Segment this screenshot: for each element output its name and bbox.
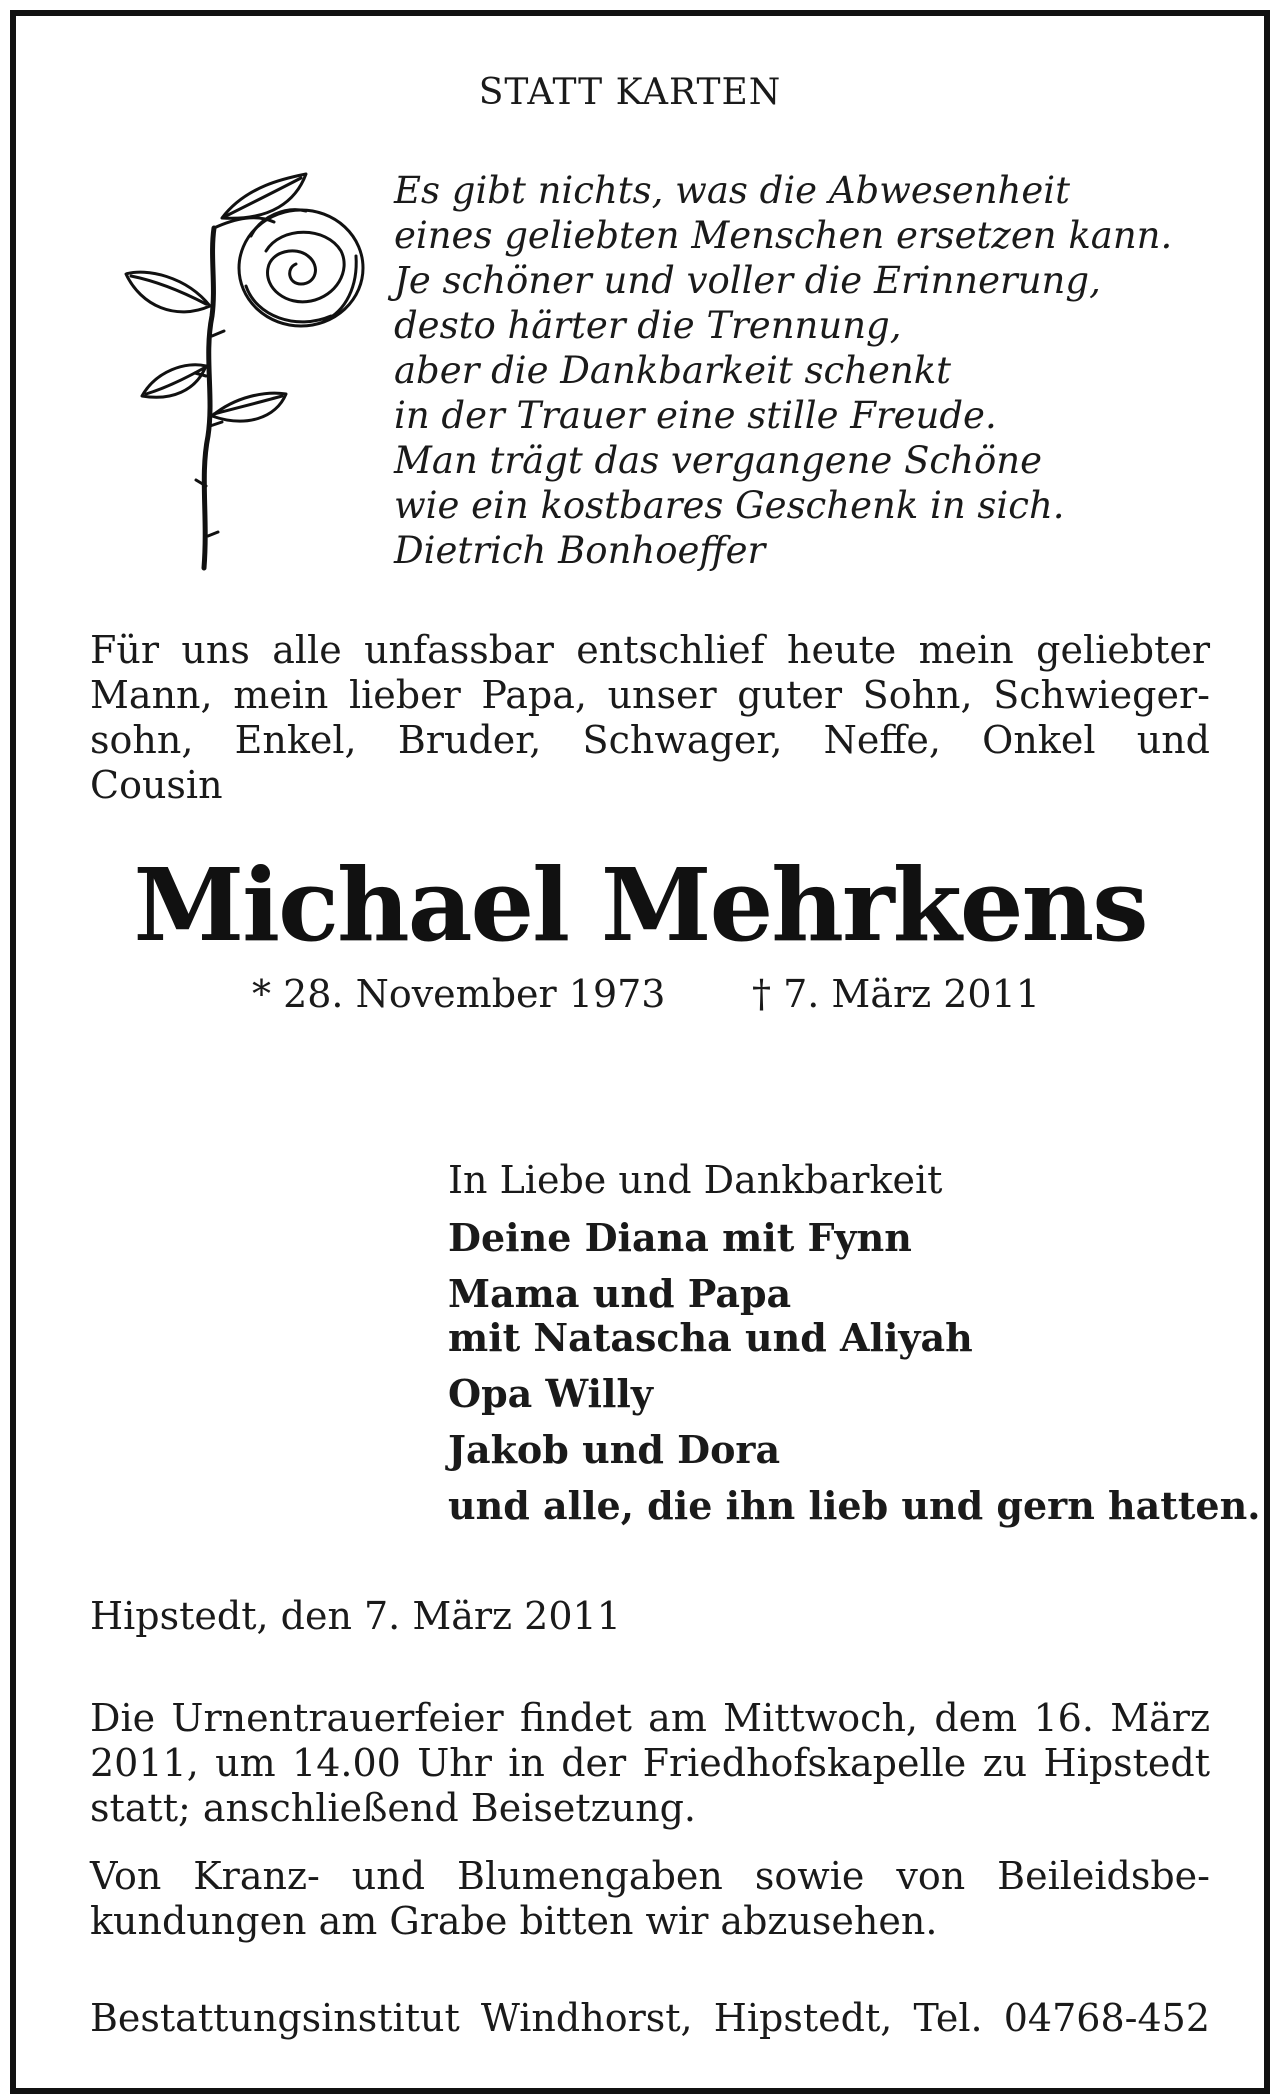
family-line: Mama und Papa: [448, 1271, 792, 1316]
family-group: [448, 1216, 1228, 1260]
ceremony-line: statt; anschließend Beisetzung.: [90, 1786, 696, 1830]
family-lead: In Liebe und Dankbarkeit: [448, 1158, 943, 1202]
family-line: Jakob und Dora: [448, 1427, 781, 1472]
quote-line: aber die Dankbarkeit schenkt: [394, 349, 952, 392]
place-date: Hipstedt, den 7. März 2011: [90, 1594, 621, 1638]
bonhoeffer-quote: [394, 168, 1214, 573]
intro-line: sohn, Enkel, Bruder, Schwager, Neffe, Onkel und: [90, 718, 1210, 762]
quote-line: wie ein kostbares Geschenk in sich.: [394, 484, 1065, 527]
family-line: mit Natascha und Aliyah: [448, 1315, 973, 1360]
death-date: † 7. März 2011: [752, 972, 1040, 1016]
quote-line: in der Trauer eine stille Freude.: [394, 394, 997, 437]
intro-text: [90, 628, 1210, 808]
quote-line: Je schöner und voller die Erinnerung,: [394, 259, 1101, 302]
quote-line: desto härter die Trennung,: [394, 304, 902, 347]
header-statt-karten: STATT KARTEN: [478, 72, 782, 113]
family-line: Opa Willy: [448, 1371, 653, 1416]
ceremony-info: [90, 1696, 1210, 1831]
intro-line: Für uns alle unfassbar entschlief heute mein geliebter: [90, 628, 1210, 672]
family-group: [448, 1483, 1261, 1528]
rose-illustration: [96, 156, 376, 576]
family-line: Deine Diana mit Fynn: [448, 1215, 912, 1260]
wreath-line: kundungen am Grabe bitten wir abzusehen.: [90, 1899, 938, 1943]
quote-line: Es gibt nichts, was die Abwesenheit: [394, 169, 1070, 212]
ceremony-line: 2011, um 14.00 Uhr in der Friedhofskapelle zu Hipstedt: [90, 1741, 1210, 1785]
family-group: [448, 1272, 1228, 1360]
intro-line: Mann, mein lieber Papa, unser guter Sohn, Schwieger-: [90, 673, 1210, 717]
birth-date: * 28. November 1973: [252, 972, 666, 1016]
wreath-note: [90, 1854, 1210, 1944]
family-line: und alle, die ihn lieb und gern hatten.: [448, 1483, 1261, 1528]
ceremony-line: Die Urnentrauerfeier findet am Mittwoch, dem 16. März: [90, 1696, 1210, 1740]
obituary-notice: [10, 10, 1270, 2094]
wreath-line: Von Kranz- und Blumengaben sowie von Beileidsbe-: [90, 1854, 1210, 1898]
intro-line: Cousin: [90, 763, 223, 807]
family-signatures: [448, 1158, 1261, 1540]
quote-line: Man trägt das vergangene Schöne: [394, 439, 1042, 482]
quote-line: eines geliebten Menschen ersetzen kann.: [394, 214, 1173, 257]
quote-author: Dietrich Bonhoeffer: [394, 529, 766, 572]
deceased-name: Michael Mehrkens: [133, 846, 1147, 964]
funeral-home-footer: Bestattungsinstitut Windhorst, Hipstedt, Tel. 04768-452: [90, 1996, 1210, 2040]
family-group: [448, 1428, 1228, 1472]
family-group: [448, 1372, 1228, 1416]
